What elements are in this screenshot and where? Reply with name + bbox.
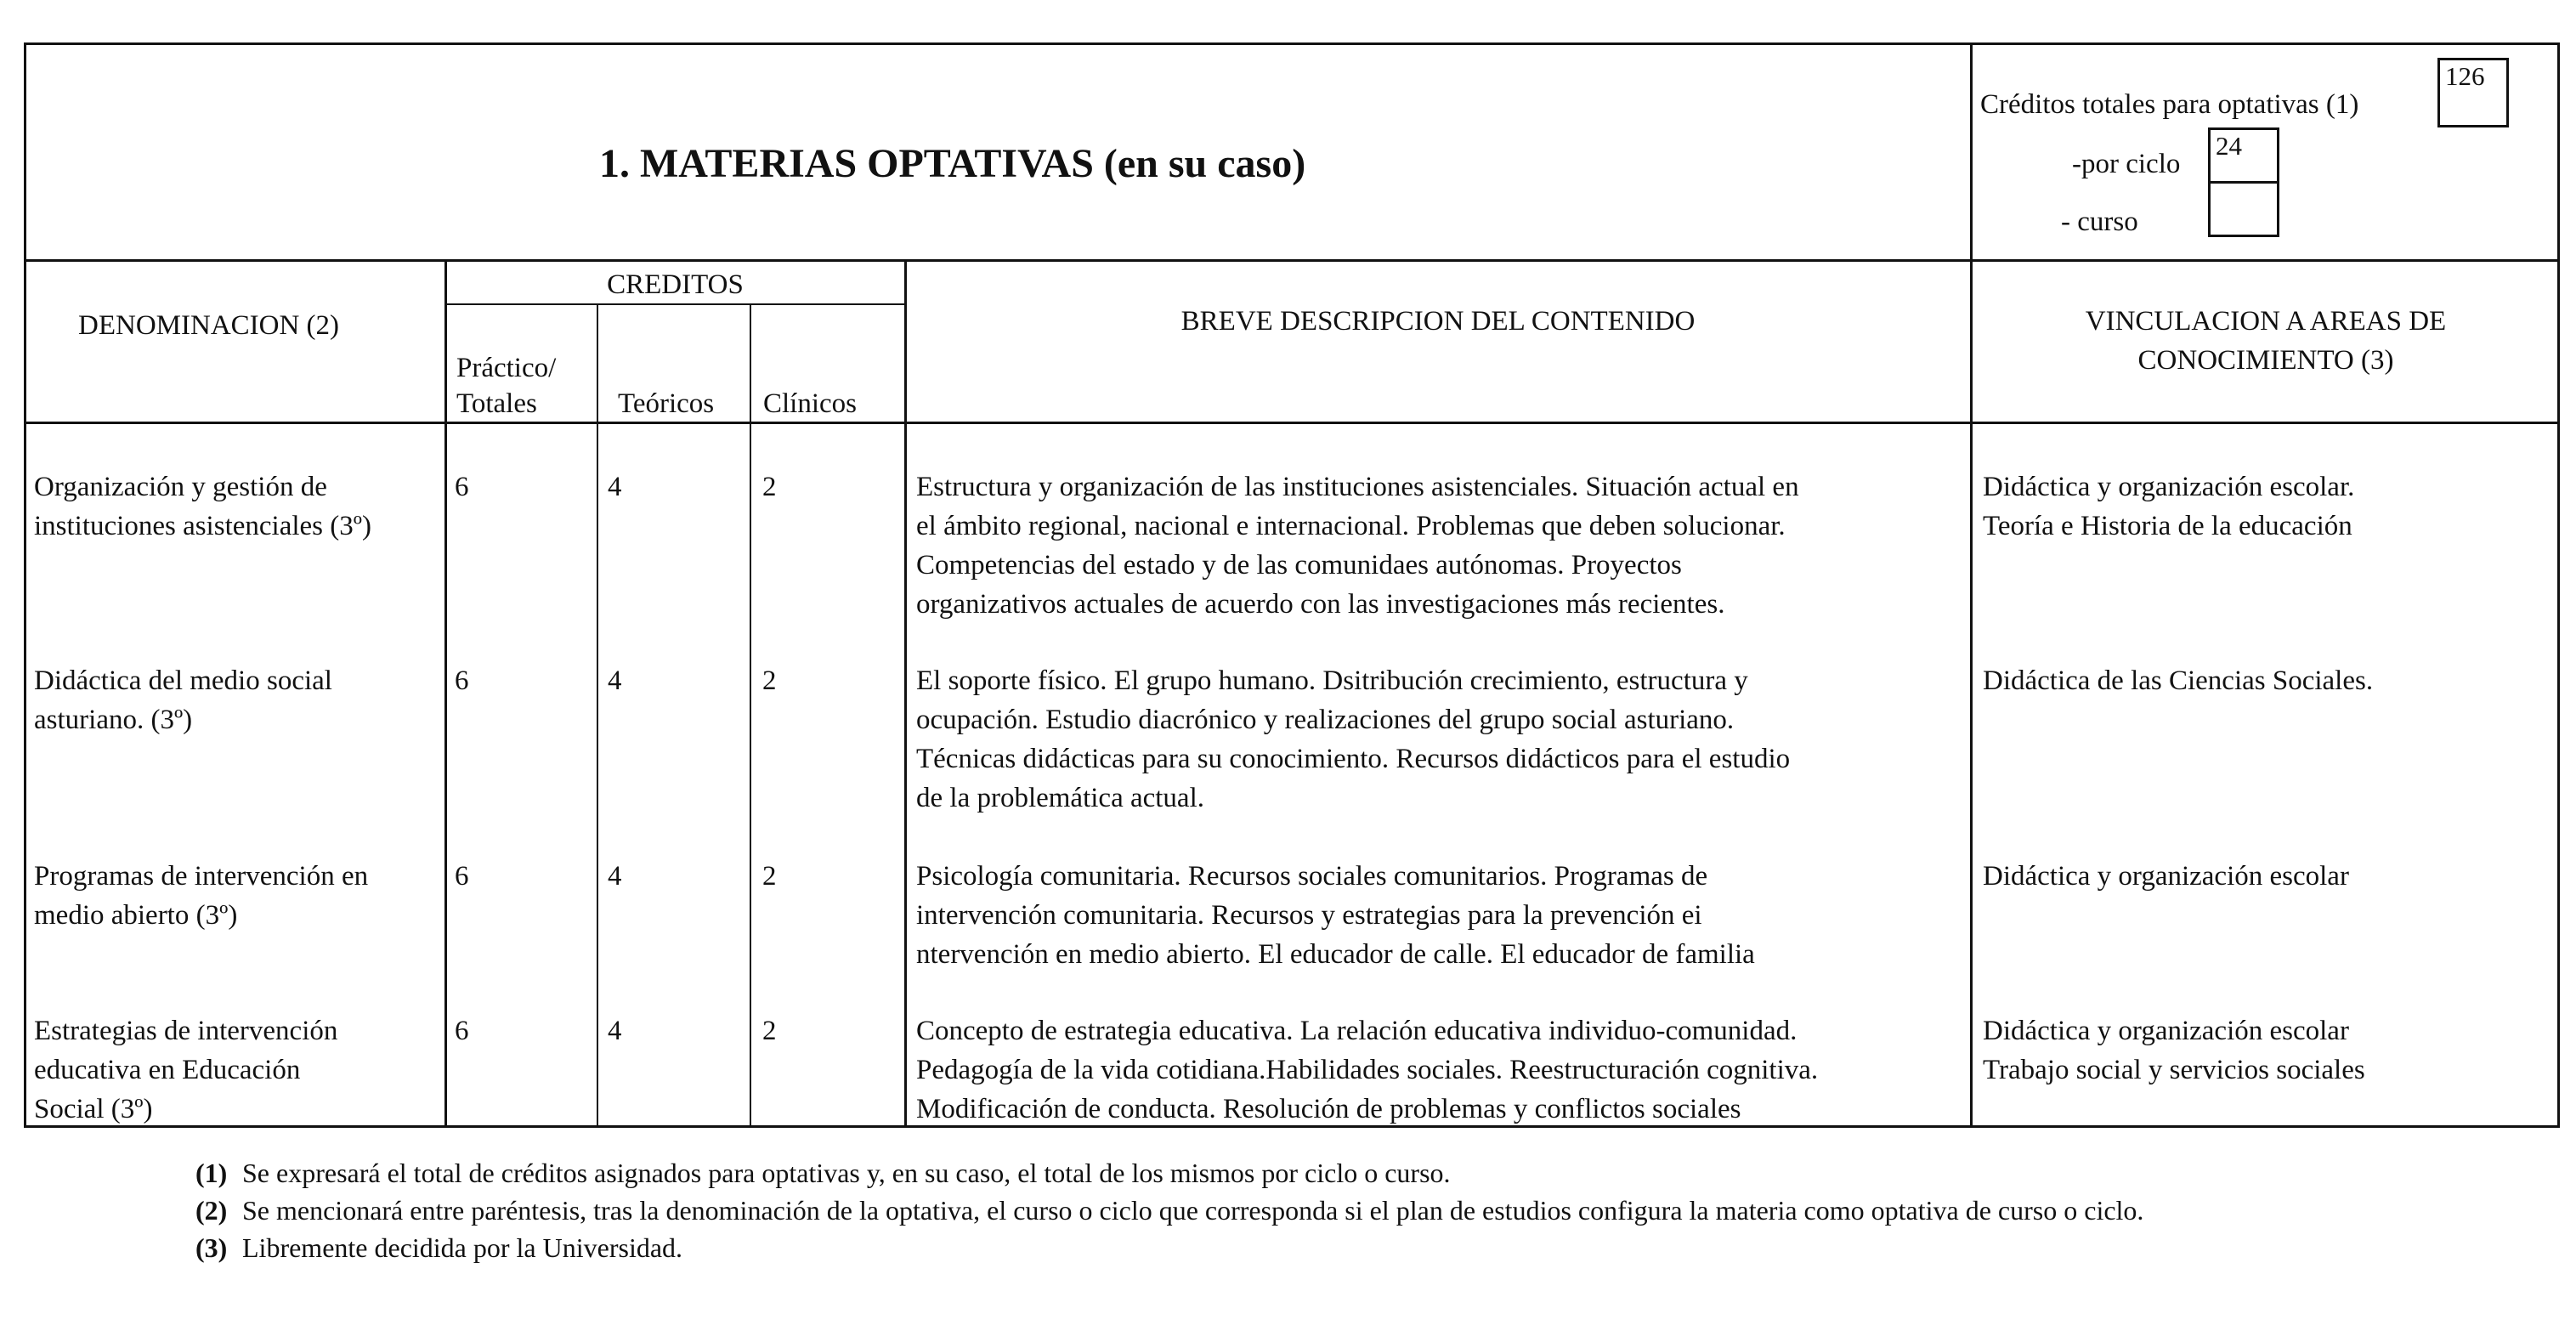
- row-4-descripcion: Concepto de estrategia educativa. La relación educativa individuo-comunidad. Pedagogía de la vida cotidiana.Habilidades sociales. Reestructuración cognitiva. Modificación de conducta. Resolución de problemas y conflictos sociales: [916, 1016, 1819, 1124]
- total-credits-box: 126: [2437, 58, 2509, 127]
- per-cycle-label: -por ciclo: [2072, 149, 2181, 179]
- row-4-teoricos: 4: [608, 1016, 622, 1046]
- row-4-denominacion: Estrategias de intervención educativa en Educación Social (3º): [34, 1016, 338, 1124]
- footnote-1-number: (1): [195, 1158, 228, 1188]
- total-credits-label: Créditos totales para optativas (1): [1980, 89, 2359, 120]
- per-cycle-box: 24: [2208, 127, 2279, 184]
- page-title: 1. MATERIAS OPTATIVAS (en su caso): [599, 141, 1306, 186]
- row-1-teoricos: 4: [608, 472, 622, 502]
- header-descripcion: BREVE DESCRIPCION DEL CONTENIDO: [1180, 306, 1696, 337]
- row-3-vinculacion: Didáctica y organización escolar: [1983, 861, 2349, 892]
- row-3-descripcion: Psicología comunitaria. Recursos sociales comunitarios. Programas de intervención comunitaria. Recursos y estrategias para la prevención ei ntervención en medio abierto. El educador de calle. El educador de familia: [916, 861, 1755, 970]
- row-1-vinculacion: Didáctica y organización escolar. Teoría e Historia de la educación: [1983, 472, 2355, 541]
- footnote-3-number: (3): [195, 1232, 228, 1263]
- rule-col-denominacion: [444, 259, 447, 1128]
- rule-col-teoricos: [750, 303, 751, 1128]
- footnote-2: [195, 1192, 2448, 1229]
- course-label: - curso: [2061, 207, 2138, 237]
- rule-col-clinicos: [904, 259, 907, 1128]
- footnote-1: [195, 1154, 2448, 1192]
- row-1-descripcion: Estructura y organización de las instituciones asistenciales. Situación actual en el ámbito regional, nacional e internacional. Problemas que deben solucionar. Competencias del estado y de las comunidaes autónomas. Proyectos organizativos actuales de acuerdo con las investigaciones más recientes.: [916, 472, 1799, 620]
- rule-col-right-panel: [1970, 42, 1973, 1128]
- header-vinculacion: VINCULACION A AREAS DE CONOCIMIENTO (3): [2085, 306, 2447, 376]
- row-4-clinicos: 2: [762, 1016, 777, 1046]
- footnote-3: [195, 1229, 2448, 1266]
- course-box: [2208, 181, 2279, 237]
- footnote-2-text: Se mencionará entre paréntesis, tras la denominación de la optativa, el curso o ciclo que corresponda si el plan de estudios configura la materia como optativa de curso o ciclo.: [242, 1195, 2144, 1226]
- row-2-vinculacion: Didáctica de las Ciencias Sociales.: [1983, 665, 2374, 696]
- header-denominacion: DENOMINACION (2): [78, 310, 340, 341]
- row-4-vinculacion: Didáctica y organización escolar Trabajo social y servicios sociales: [1983, 1016, 2365, 1085]
- header-clinicos: Clínicos: [763, 388, 858, 419]
- row-3-denominacion: Programas de intervención en medio abierto (3º): [34, 861, 369, 931]
- rule-header-bottom: [24, 422, 2560, 424]
- header-teoricos: Teóricos: [618, 388, 715, 419]
- rule-title-bottom: [24, 259, 2560, 262]
- row-2-clinicos: 2: [762, 665, 777, 696]
- footnote-1-text: Se expresará el total de créditos asignados para optativas y, en su caso, el total de los mismos por ciclo o curso.: [242, 1158, 1451, 1188]
- footnote-2-number: (2): [195, 1195, 228, 1226]
- row-3-practico: 6: [455, 861, 469, 892]
- row-1-denominacion: Organización y gestión de instituciones asistenciales (3º): [34, 472, 371, 541]
- footnotes: [195, 1154, 2448, 1266]
- header-practico: Práctico/ Totales: [456, 353, 557, 419]
- header-creditos: CREDITOS: [607, 269, 744, 300]
- row-3-clinicos: 2: [762, 861, 777, 892]
- row-2-descripcion: El soporte físico. El grupo humano. Dsitribución crecimiento, estructura y ocupación. Estudio diacrónico y realizaciones del grupo social asturiano. Técnicas didácticas para su conocimiento. Recursos didácticos para el estudio de la problemática actual.: [916, 665, 1791, 813]
- row-3-teoricos: 4: [608, 861, 622, 892]
- row-4-practico: 6: [455, 1016, 469, 1046]
- row-2-practico: 6: [455, 665, 469, 696]
- row-2-teoricos: 4: [608, 665, 622, 696]
- rule-col-practico: [597, 303, 598, 1128]
- row-1-clinicos: 2: [762, 472, 777, 502]
- row-1-practico: 6: [455, 472, 469, 502]
- footnote-3-text: Libremente decidida por la Universidad.: [242, 1232, 683, 1263]
- row-2-denominacion: Didáctica del medio social asturiano. (3º): [34, 665, 332, 735]
